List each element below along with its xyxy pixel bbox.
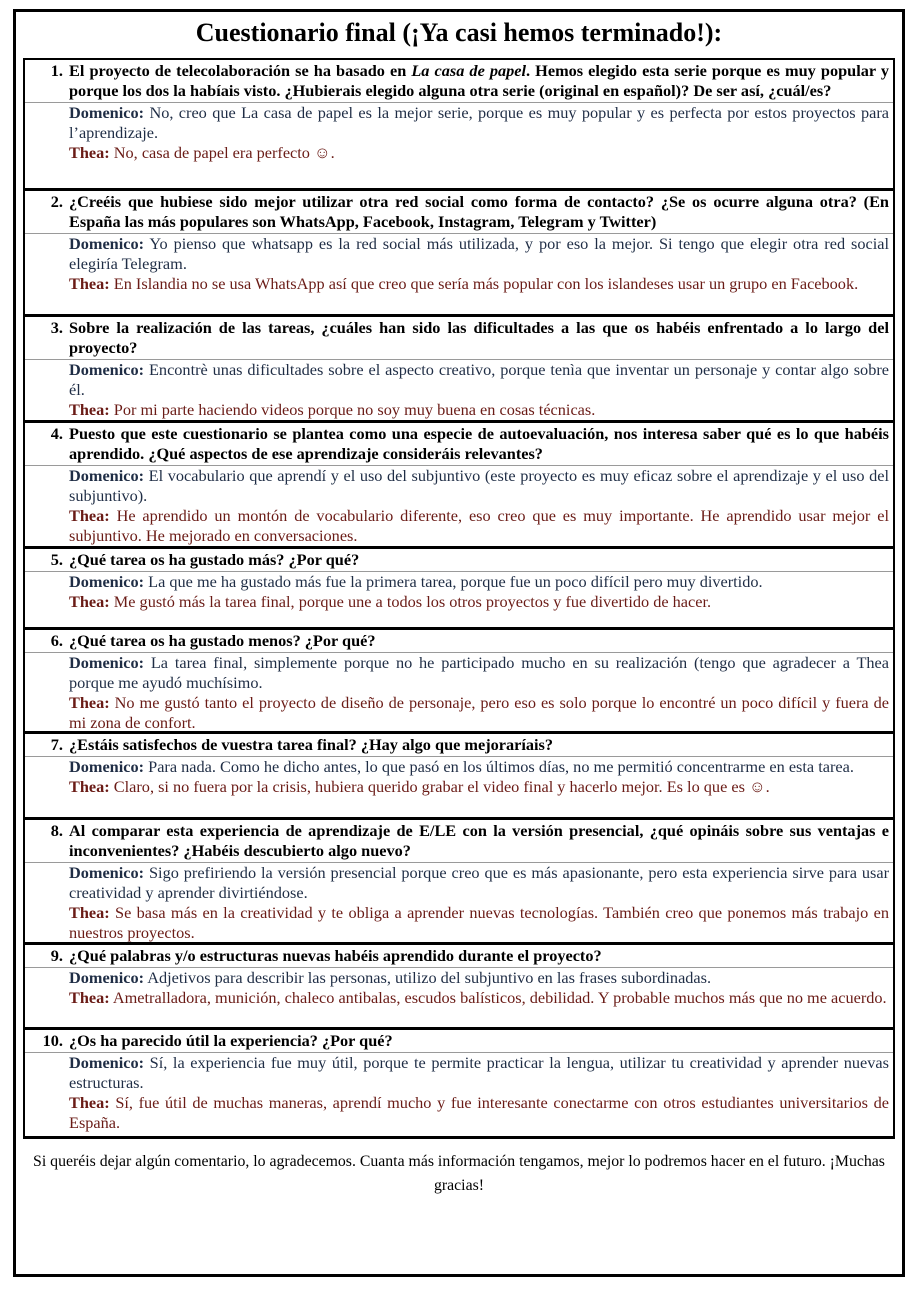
question-text [69,61,889,101]
series-title: La casa de papel [411,61,527,80]
answers-cell [25,652,893,735]
thea-answer-text: Se basa más en la creatividad y te obliga a aprender nuevas tecnologías. También creo que ponemos más trabajo en nuestros proyectos. [69,903,889,942]
domenico-label: Domenico: [69,103,145,122]
domenico-answer [69,572,889,592]
question-number: 1. [50,61,63,80]
answers-cell [25,862,893,945]
question-row [25,945,893,967]
domenico-answer-text: Para nada. Como he dicho antes, lo que pasó en los últimos días, no me permitió concentrarme en esta tarea. [148,757,854,776]
question-text: ¿Qué tarea os ha gustado menos? ¿Por qué? [69,631,376,650]
thea-answer [69,400,889,420]
domenico-answer-text: Yo pienso que whatsapp es la red social más utilizada, y por eso la mejor. Si tengo que elegir otra red social elegiría Telegram. [69,234,889,273]
thea-answer-text: No me gustó tanto el proyecto de diseño de personaje, pero eso es solo porque lo encontré un poco difícil y fuera de mi zona de confort. [69,693,889,732]
thea-answer-text: Me gustó más la tarea final, porque une a todos los otros proyectos y fue divertido de hacer. [113,592,712,611]
question-block [25,317,893,423]
question-block [25,734,893,820]
question-number: 6. [50,631,63,650]
answers-cell [25,571,893,614]
domenico-answer-text: El vocabulario que aprendí y el uso del subjuntivo (este proyecto es muy eficaz sobre el aprendizaje y el uso del subjuntivo). [69,466,889,505]
question-text: ¿Os ha parecido útil la experiencia? ¿Por qué? [69,1031,393,1050]
answers-cell [25,233,893,296]
thea-answer-text: He aprendido un montón de vocabulario diferente, eso creo que es muy importante. He aprendido usar mejor el subjuntivo. He mejorado en conversaciones. [69,506,889,545]
domenico-label: Domenico: [69,968,145,987]
question-text: Sobre la realización de las tareas, ¿cuáles han sido las dificultades a las que os habéis enfrentado a lo largo del proyecto? [69,318,889,357]
domenico-answer [69,466,889,506]
footer-divider [23,1137,895,1139]
question-number: 7. [50,735,63,754]
domenico-label: Domenico: [69,653,145,672]
question-number: 5. [50,550,63,569]
domenico-answer-text: La tarea final, simplemente porque no he participado mucho en su realización (tengo que agradecer a Thea porque me ayudó muchísimo. [69,653,889,692]
thea-label: Thea: [69,592,110,611]
domenico-answer [69,863,889,903]
thea-answer-text: Sí, fue útil de muchas maneras, aprendí mucho y fue interesante conectarme con otros estudiantes universitarios de España. [69,1093,889,1132]
thea-answer-text: Por mi parte haciendo videos porque no soy muy buena en cosas técnicas. [113,400,596,419]
domenico-answer-text: Encontrè unas dificultades sobre el aspecto creativo, porque tenìa que inventar un personaje y contar algo sobre él. [69,360,889,399]
domenico-answer-text: Adjetivos para describir las personas, utilizo del subjuntivo en las frases subordinadas. [147,968,712,987]
domenico-answer-text: No, creo que La casa de papel es la mejor serie, porque es muy popular y es perfecta por estos proyectos para l’aprendizaje. [69,103,889,142]
thea-answer-text: No, casa de papel era perfecto ☺. [113,143,335,162]
domenico-label: Domenico: [69,234,145,253]
thea-answer [69,988,889,1008]
thea-answer [69,693,889,733]
question-number: 3. [50,318,63,337]
domenico-answer [69,757,889,777]
question-number: 8. [50,821,63,840]
domenico-label: Domenico: [69,466,145,485]
footer-note: Si queréis dejar algún comentario, lo agradecemos. Cuanta más información tengamos, mejor lo podremos hacer en el futuro. ¡Muchas gracias! [33,1153,885,1194]
question-block [25,60,893,191]
domenico-answer-text: La que me ha gustado más fue la primera tarea, porque fue un poco difícil pero muy divertido. [148,572,763,591]
thea-answer [69,592,889,612]
question-text: ¿Qué tarea os ha gustado más? ¿Por qué? [69,550,360,569]
thea-label: Thea: [69,400,110,419]
thea-answer-text: Ametralladora, munición, chaleco antibalas, escudos balísticos, debilidad. Y probable muchos más que no me acuerdo. [112,988,887,1007]
questionnaire-page [13,9,905,1277]
domenico-answer [69,968,889,988]
question-row [25,191,893,233]
question-block [25,549,893,630]
question-number: 10. [42,1031,63,1050]
question-block [25,423,893,549]
question-number: 9. [50,946,63,965]
question-row [25,630,893,652]
question-row [25,60,893,102]
question-text-part: El proyecto de telecolaboración se ha basado en [69,61,412,80]
answers-cell [25,1052,893,1135]
thea-label: Thea: [69,506,110,525]
page-title: Cuestionario final (¡Ya casi hemos terminado!): [195,18,723,47]
domenico-label: Domenico: [69,360,145,379]
question-text: ¿Creéis que hubiese sido mejor utilizar otra red social como forma de contacto? ¿Se os ocurre alguna otra? (En España las más populares son WhatsApp, Facebook, Instagram, Telegram y Twitter) [69,192,889,231]
domenico-answer-text: Sí, la experiencia fue muy útil, porque te permite practicar la lengua, utilizar tu creatividad y aprender nuevas estructuras. [69,1053,889,1092]
question-text: ¿Estáis satisfechos de vuestra tarea final? ¿Hay algo que mejoraríais? [69,735,554,754]
domenico-label: Domenico: [69,863,145,882]
thea-answer-text: Claro, si no fuera por la crisis, hubiera querido grabar el video final y hacerlo mejor. Es lo que es ☺. [113,777,770,796]
thea-label: Thea: [69,143,110,162]
answers-cell [25,967,893,1010]
domenico-answer-text: Sigo prefiriendo la versión presencial porque creo que es más apasionante, pero esta experiencia sirve para usar creatividad y aprender divirtiéndose. [69,863,889,902]
questions-table [23,58,895,1138]
question-text: Al comparar esta experiencia de aprendizaje de E/LE con la versión presencial, ¿qué opináis sobre sus ventajas e inconvenientes? ¿Habéis descubierto algo nuevo? [69,821,889,860]
thea-label: Thea: [69,777,110,796]
thea-answer [69,903,889,943]
question-row [25,317,893,359]
question-row [25,734,893,756]
thea-answer-text: En Islandia no se usa WhatsApp así que creo que sería más popular con los islandeses usar un grupo en Facebook. [113,274,859,293]
domenico-answer [69,653,889,693]
question-row [25,1030,893,1052]
thea-answer [69,506,889,546]
question-block [25,945,893,1030]
domenico-answer [69,103,889,143]
question-row [25,423,893,465]
question-text: Puesto que este cuestionario se plantea como una especie de autoevaluación, nos interesa saber qué es lo que habéis aprendido. ¿Qué aspectos de ese aprendizaje consideráis relevantes? [69,424,889,463]
thea-label: Thea: [69,693,110,712]
question-number: 2. [50,192,63,211]
question-row [25,549,893,571]
thea-label: Thea: [69,274,110,293]
thea-label: Thea: [69,988,110,1007]
question-block [25,630,893,734]
thea-answer [69,274,889,294]
answers-cell [25,756,893,799]
question-block [25,191,893,317]
domenico-label: Domenico: [69,757,145,776]
question-text: ¿Qué palabras y/o estructuras nuevas habéis aprendido durante el proyecto? [69,946,602,965]
question-text-part: . Hemos elegido esta serie porque es muy popular y porque los dos la habíais visto. ¿Hubierais elegido alguna otra serie (original en español)? De ser así, ¿cuál/es? [69,61,889,100]
thea-label: Thea: [69,1093,110,1112]
thea-label: Thea: [69,903,110,922]
domenico-label: Domenico: [69,1053,145,1072]
question-block [25,1030,893,1136]
domenico-answer [69,1053,889,1093]
answers-cell [25,465,893,548]
thea-answer [69,1093,889,1133]
domenico-answer [69,360,889,400]
answers-cell [25,102,893,165]
question-number: 4. [50,424,63,443]
domenico-label: Domenico: [69,572,145,591]
thea-answer [69,143,889,163]
answers-cell [25,359,893,422]
domenico-answer [69,234,889,274]
question-row [25,820,893,862]
thea-answer [69,777,889,797]
question-block [25,820,893,945]
